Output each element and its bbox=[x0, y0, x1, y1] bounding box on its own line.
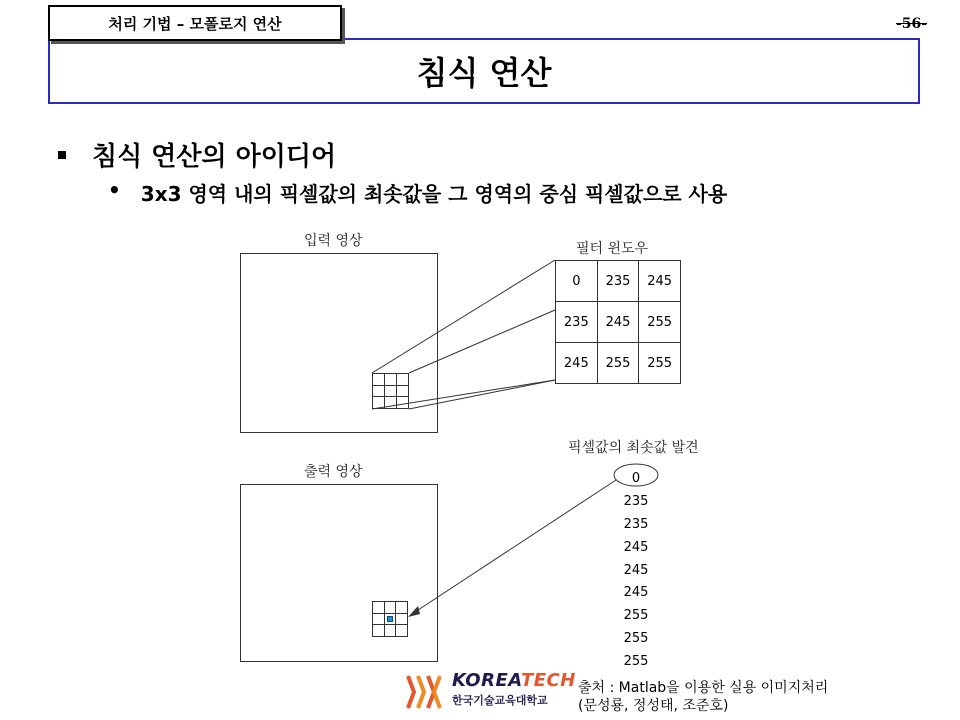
page-number: -56- bbox=[896, 16, 928, 32]
filter-cell: 245 bbox=[597, 302, 639, 343]
zoom-line-top-right bbox=[409, 310, 555, 373]
filter-cell: 0 bbox=[556, 261, 598, 302]
source-line-2: (문성룡, 정성태, 조준호) bbox=[578, 698, 729, 714]
bullet-main-text: 침식 연산의 아이디어 bbox=[92, 142, 337, 172]
list-item: 255 bbox=[623, 654, 649, 670]
list-item: 255 bbox=[623, 608, 649, 624]
output-window-grid bbox=[372, 601, 408, 637]
filter-window-label: 필터 윈도우 bbox=[576, 241, 649, 257]
filter-window-table bbox=[555, 260, 681, 384]
output-center-cell bbox=[385, 614, 397, 626]
input-image-label: 입력 영상 bbox=[304, 233, 363, 249]
logo-subtitle: 한국기술교육대학교 bbox=[452, 694, 548, 707]
list-item: 255 bbox=[623, 631, 649, 647]
filter-row bbox=[556, 343, 681, 384]
result-arrow-line bbox=[415, 480, 616, 612]
output-image-label: 출력 영상 bbox=[304, 464, 363, 480]
filter-cell: 245 bbox=[556, 343, 598, 384]
logo-name-tech: TECH bbox=[520, 670, 576, 691]
list-item: 0 bbox=[631, 471, 641, 486]
zoom-line-bottom-right bbox=[409, 380, 555, 409]
min-found-label: 픽셀값의 최솟값 발견 bbox=[568, 440, 699, 456]
list-item: 245 bbox=[623, 539, 649, 555]
filter-cell: 255 bbox=[639, 343, 681, 384]
list-item: 235 bbox=[623, 516, 649, 532]
logo-name bbox=[452, 670, 576, 691]
source-citation bbox=[578, 679, 828, 715]
list-item: 245 bbox=[623, 562, 649, 578]
filter-cell: 255 bbox=[597, 343, 639, 384]
sorted-values-list bbox=[600, 468, 672, 674]
filter-cell: 255 bbox=[639, 302, 681, 343]
output-image-frame bbox=[240, 484, 438, 662]
chapter-tab: 처리 기법 – 모폴로지 연산 bbox=[48, 5, 342, 41]
logo-name-korea: KOREA bbox=[452, 670, 521, 691]
zoom-line-bottom-left bbox=[372, 380, 555, 409]
zoom-line-top-left bbox=[372, 260, 555, 373]
koreatech-logo bbox=[404, 670, 576, 714]
filter-cell: 235 bbox=[556, 302, 598, 343]
filter-cell: 245 bbox=[639, 261, 681, 302]
filter-cell: 235 bbox=[597, 261, 639, 302]
list-item: 245 bbox=[623, 585, 649, 601]
output-center-pixel bbox=[387, 616, 394, 623]
list-item: 235 bbox=[623, 493, 649, 509]
dot-bullet-icon: • bbox=[108, 178, 121, 202]
bullet-sub-text: 3x3 영역 내의 픽셀값의 최솟값을 그 영역의 중심 픽셀값으로 사용 bbox=[140, 182, 728, 206]
slide-title: 침식 연산 bbox=[416, 54, 552, 92]
source-line-1: 출처 : Matlab을 이용한 실용 이미지처리 bbox=[578, 680, 829, 696]
filter-row bbox=[556, 302, 681, 343]
filter-row bbox=[556, 261, 681, 302]
koreatech-emblem-icon bbox=[404, 672, 446, 712]
